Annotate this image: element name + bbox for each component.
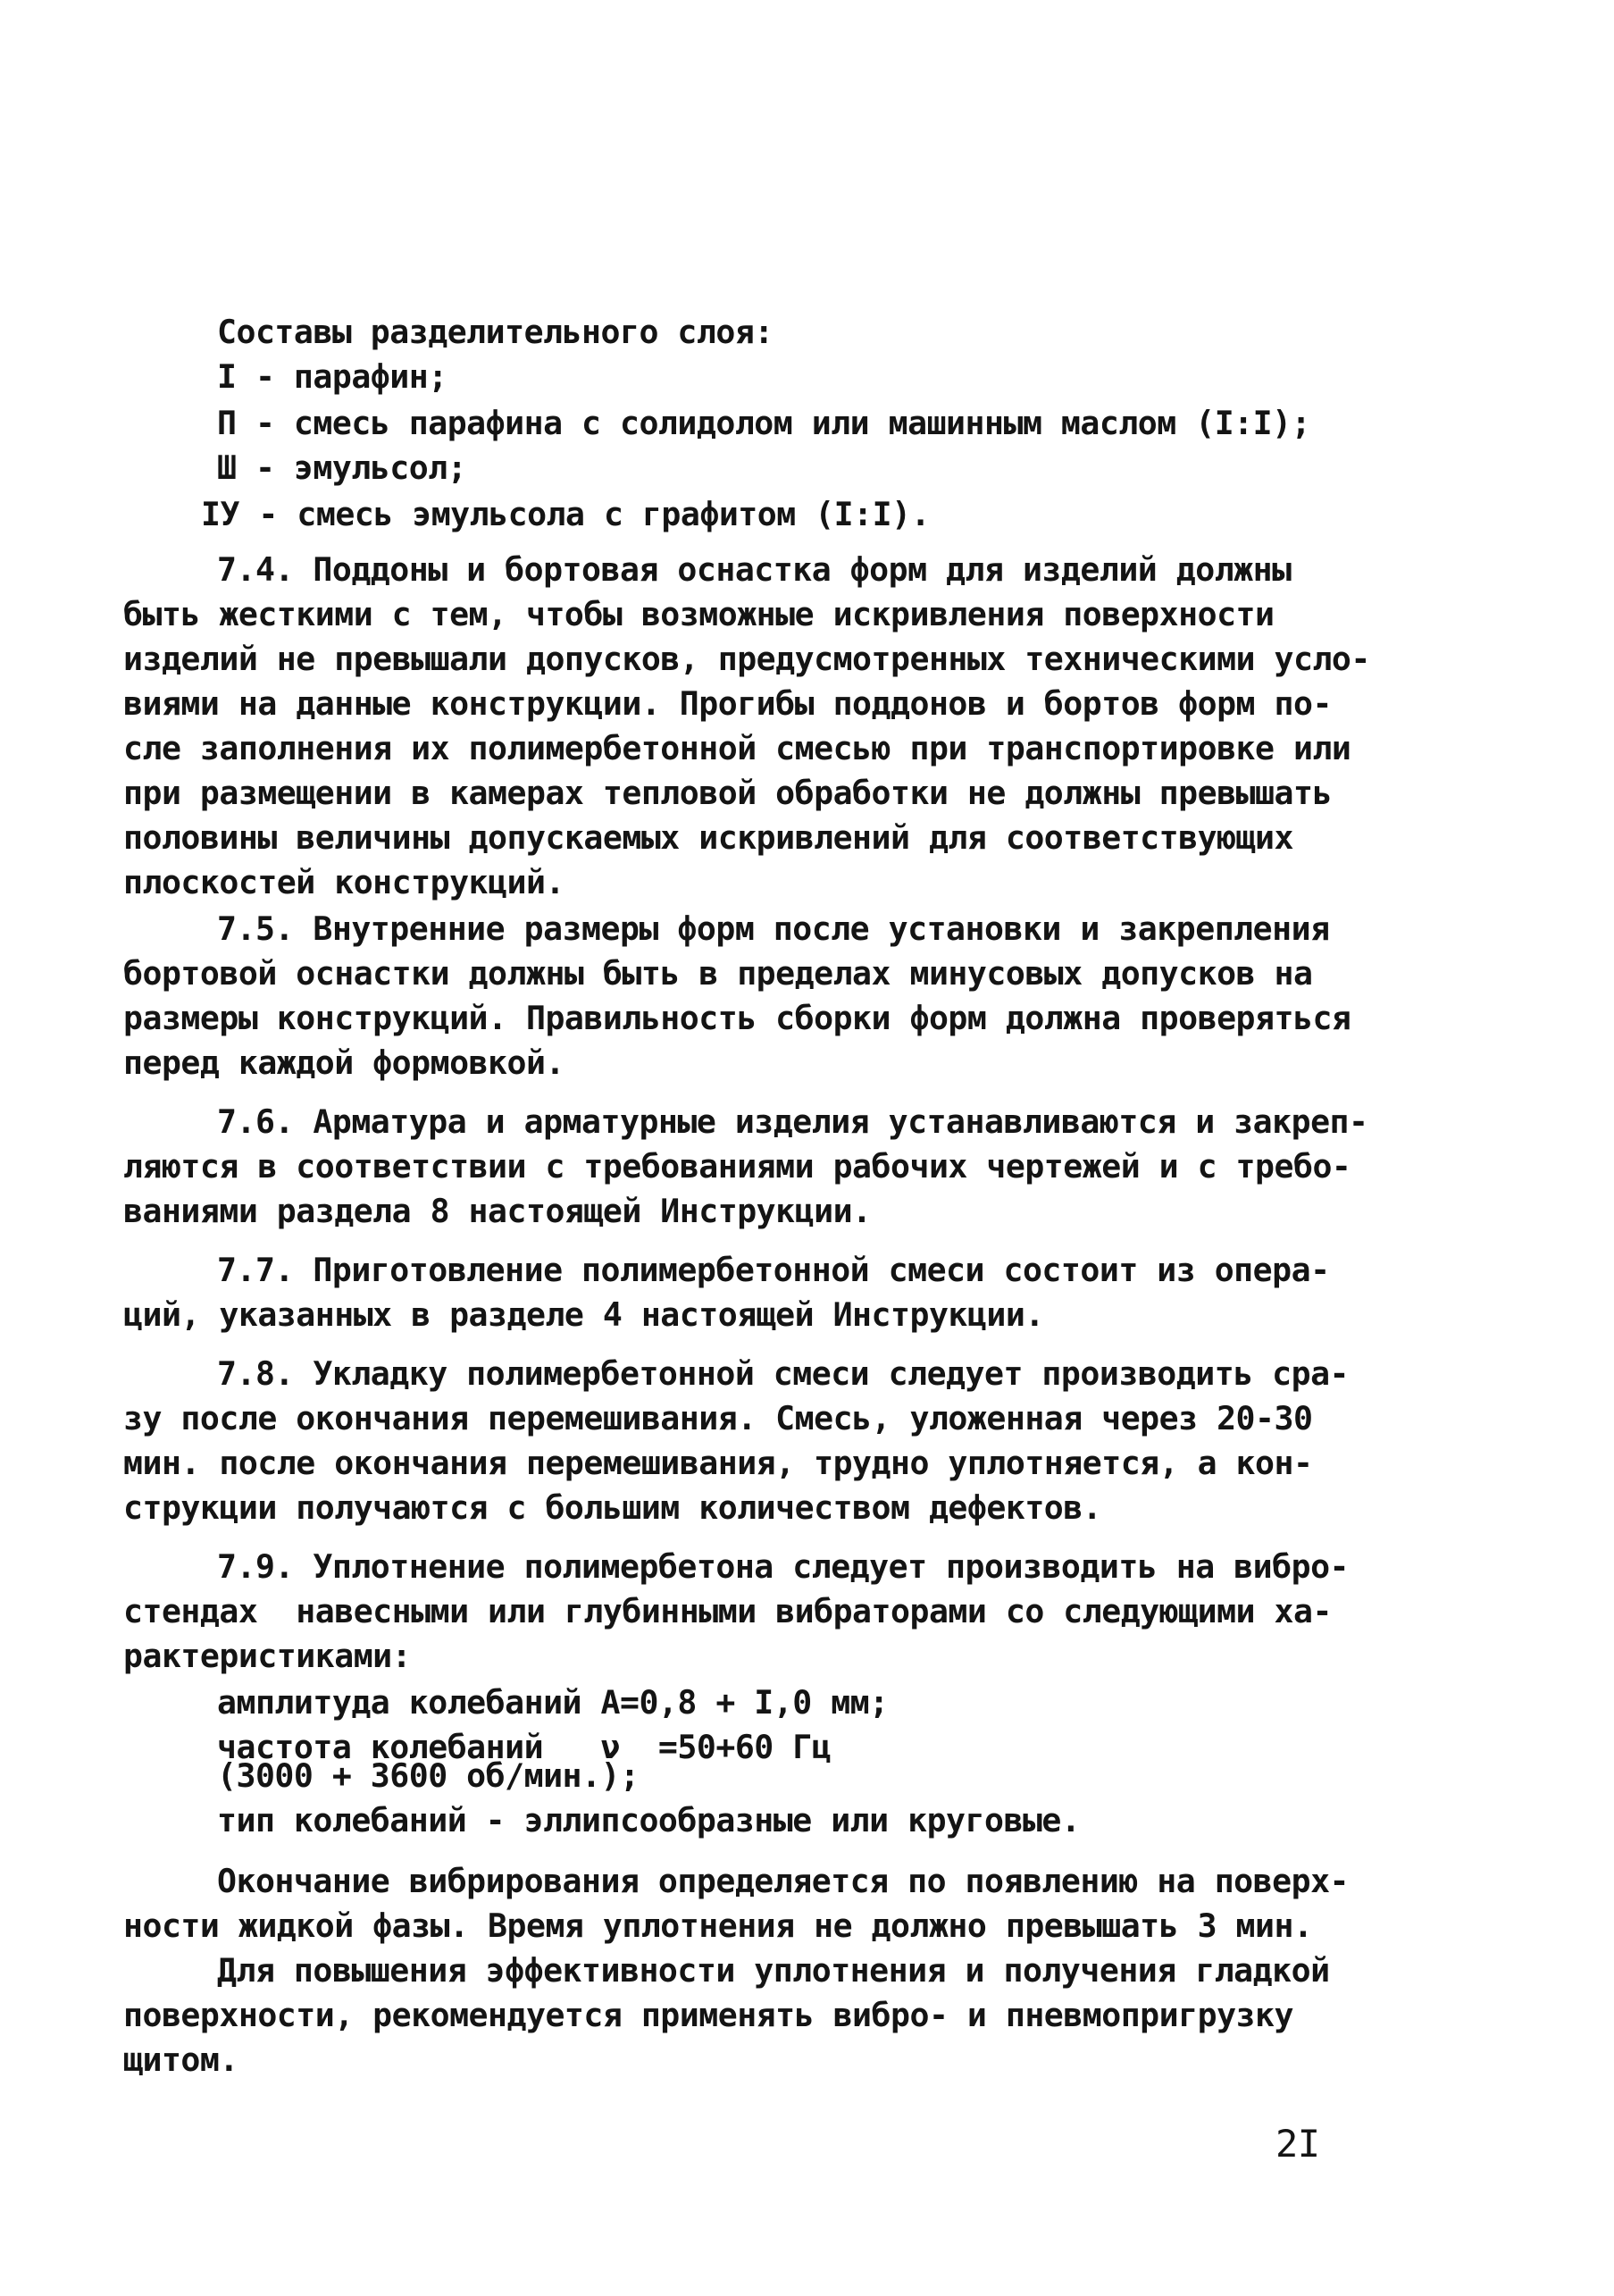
page-number: 2I — [1275, 2122, 1320, 2166]
paragraph-7-4-line: изделий не превышали допусков, предусмотренных техническими усло- — [123, 640, 1370, 678]
separating-layer-heading: Составы разделительного слоя: — [217, 313, 774, 351]
paragraph-7-8-line: мин. после окончания перемешивания, трудно уплотняется, а кон- — [123, 1444, 1313, 1482]
composition-item-2: П - смесь парафина с солидолом или машинным маслом (I:I); — [217, 404, 1311, 442]
paragraph-7-8-line: 7.8. Укладку полимербетонной смеси следует производить сра- — [217, 1354, 1350, 1393]
paragraph-7-7-line: ций, указанных в разделе 4 настоящей Инструкции. — [123, 1295, 1044, 1334]
paragraph-7-9-line: 7.9. Уплотнение полимербетона следует производить на вибро- — [217, 1547, 1350, 1586]
paragraph-7-5-line: размеры конструкций. Правильность сборки форм должна проверяться — [123, 999, 1351, 1037]
vibration-type: тип колебаний - эллипсообразные или круговые. — [217, 1801, 1081, 1839]
paragraph-7-7-line: 7.7. Приготовление полимербетонной смеси состоит из опера- — [217, 1251, 1330, 1289]
vibration-rpm: (3000 + 3600 об/мин.); — [217, 1756, 640, 1795]
compaction-tip-line: поверхности, рекомендуется применять вибро- и пневмопригрузку — [123, 1996, 1293, 2034]
paragraph-7-5-line: перед каждой формовкой. — [123, 1043, 564, 1082]
paragraph-7-9-line: стендах навесными или глубинными вибраторами со следующими ха- — [123, 1592, 1332, 1630]
paragraph-7-6-line: ваниями раздела 8 настоящей Инструкции. — [123, 1192, 872, 1230]
compaction-tip-line: Для повышения эффективности уплотнения и получения гладкой — [217, 1951, 1330, 1990]
paragraph-7-5-line: 7.5. Внутренние размеры форм после установки и закрепления — [217, 909, 1330, 948]
vibration-end-line: ности жидкой фазы. Время уплотнения не должно превышать 3 мин. — [123, 1906, 1313, 1945]
paragraph-7-8-line: зу после окончания перемешивания. Смесь, уложенная через 20-30 — [123, 1399, 1313, 1437]
vibration-end-line: Окончание вибрирования определяется по появлению на поверх- — [217, 1862, 1350, 1900]
paragraph-7-4-line: виями на данные конструкции. Прогибы поддонов и бортов форм по- — [123, 684, 1332, 723]
composition-item-1: I - парафин; — [217, 357, 447, 396]
paragraph-7-4-line: 7.4. Поддоны и бортовая оснастка форм для изделий должны — [217, 550, 1292, 589]
vibration-amplitude: амплитуда колебаний А=0,8 + I,0 мм; — [217, 1683, 889, 1722]
paragraph-7-5-line: бортовой оснастки должны быть в пределах минусовых допусков на — [123, 954, 1313, 993]
paragraph-7-4-line: сле заполнения их полимербетонной смесью при транспортировке или — [123, 729, 1351, 767]
vibration-frequency: частота колебаний ν =50+60 Гц — [217, 1728, 832, 1766]
compaction-tip-line: щитом. — [123, 2040, 238, 2079]
paragraph-7-4-line: при размещении в камерах тепловой обработки не должны превышать — [123, 774, 1332, 812]
paragraph-7-4-line: половины величины допускаемых искривлений для соответствующих — [123, 818, 1293, 857]
composition-item-4: IУ - смесь эмульсола с графитом (I:I). — [201, 495, 931, 533]
paragraph-7-4-line: быть жесткими с тем, чтобы возможные искривления поверхности — [123, 595, 1275, 633]
paragraph-7-8-line: струкции получаются с большим количеством дефектов. — [123, 1488, 1102, 1527]
paragraph-7-9-line: рактеристиками: — [123, 1637, 412, 1675]
paragraph-7-4-line: плоскостей конструкций. — [123, 863, 564, 901]
paragraph-7-6-line: ляются в соответствии с требованиями рабочих чертежей и с требо- — [123, 1147, 1351, 1186]
composition-item-3: Ш - эмульсол; — [217, 448, 467, 487]
paragraph-7-6-line: 7.6. Арматура и арматурные изделия устанавливаются и закреп- — [217, 1102, 1368, 1141]
